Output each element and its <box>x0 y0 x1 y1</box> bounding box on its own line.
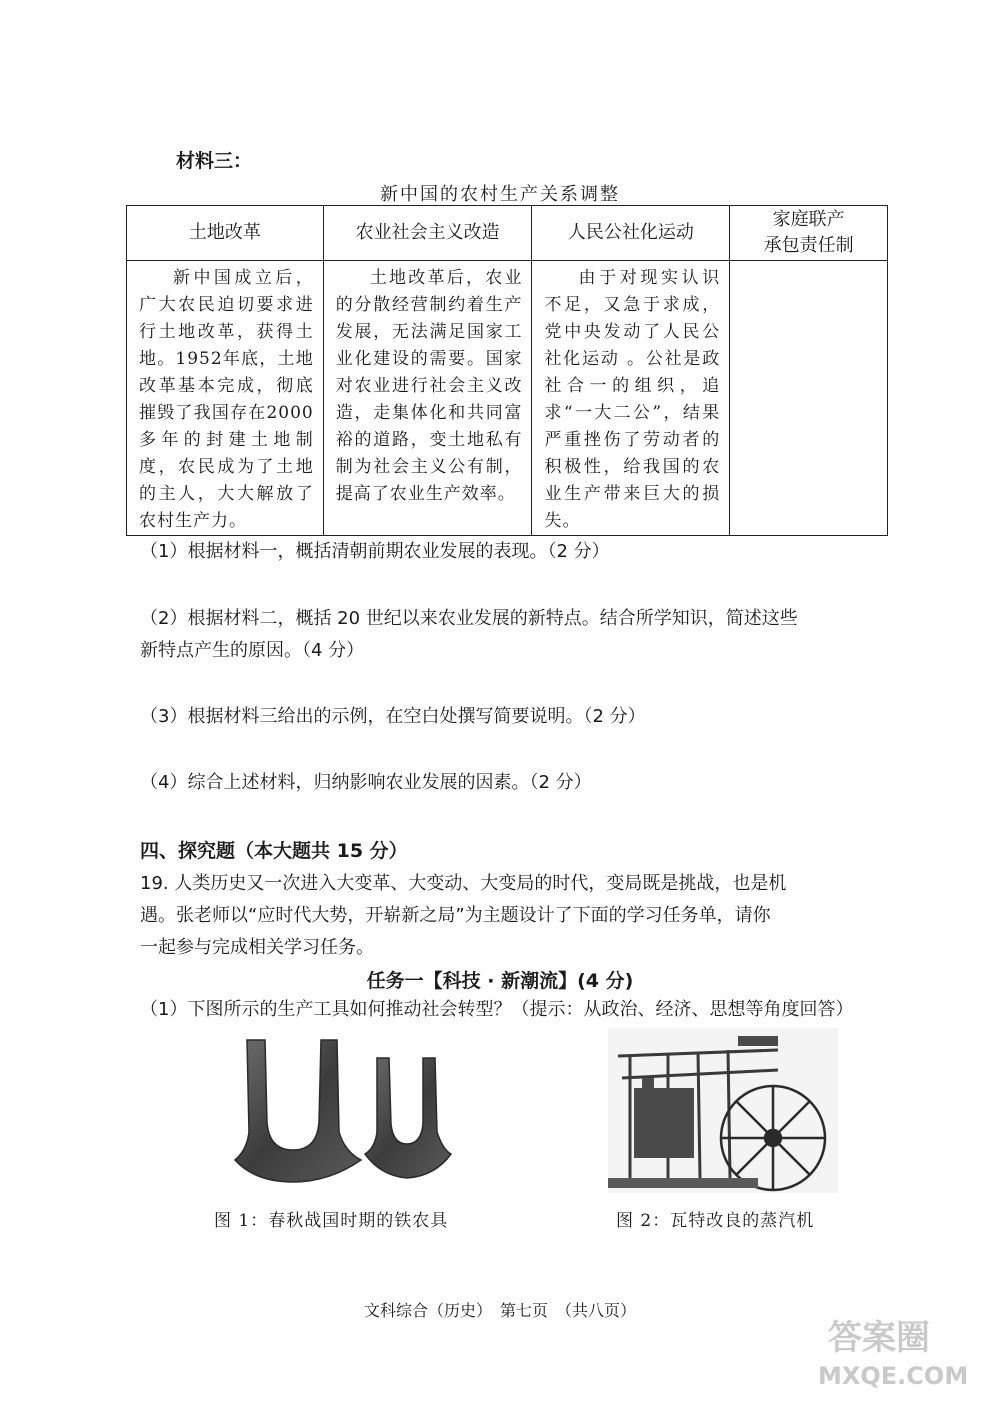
header-land-reform: 土地改革 <box>127 206 324 261</box>
question-1: （1）根据材料一，概括清朝前期农业发展的表现。（2 分） <box>140 541 610 562</box>
large-hoe-shape <box>235 1040 361 1182</box>
header-peoples-commune: 人民公社化运动 <box>532 206 730 261</box>
section-heading: 四、探究题（本大题共 15 分） <box>140 840 408 862</box>
q19-line2: 遇。张老师以“应时代大势，开崭新之局”为主题设计了下面的学习任务单，请你 <box>140 905 771 926</box>
cell-household-contract-blank[interactable] <box>730 261 888 536</box>
iron-farm-tools-image <box>225 1032 465 1192</box>
q19-line3: 一起参与完成相关学习任务。 <box>140 937 374 958</box>
page-footer: 文科综合（历史） 第七页 （共八页） <box>363 1301 636 1320</box>
small-hoe-shape <box>365 1058 451 1178</box>
cell-text: 由于对现实认识不足，又急于求成，党中央发动了人民公社化运动 。公社是政社合一的组织，追求“一大二公”，结果严重挫伤了劳动者的积极性，给我国的农业生产带来巨大的损失。 <box>544 268 721 531</box>
question-2-line1: （2）根据材料二，概括 20 世纪以来农业发展的新特点。结合所学知识，简述这些 <box>140 608 798 629</box>
steam-engine-image <box>608 1028 838 1193</box>
task1-question-1: （1）下图所示的生产工具如何推动社会转型？（提示：从政治、经济、思想等角度回答） <box>140 999 854 1020</box>
watermark-url: MXQE.COM <box>818 1362 969 1390</box>
table-title: 新中国的农村生产关系调整 <box>380 184 620 205</box>
question-2-line2: 新特点产生的原因。（4 分） <box>140 640 365 661</box>
rural-relations-table <box>126 205 888 536</box>
header-household-contract-line2: 承包责任制 <box>763 235 854 256</box>
header-household-contract-line1: 家庭联产 <box>772 209 845 230</box>
cell-peoples-commune <box>532 261 730 536</box>
figure-2-caption: 图 2：瓦特改良的蒸汽机 <box>616 1211 815 1231</box>
table-header-row <box>127 206 888 261</box>
q19-line1: 19. 人类历史又一次进入大变革、大变动、大变局的时代，变局既是挑战，也是机 <box>140 873 787 894</box>
material-label: 材料三： <box>176 150 253 172</box>
header-agri-socialist-transformation: 农业社会主义改造 <box>323 206 532 261</box>
cell-land-reform <box>127 261 324 536</box>
question-3: （3）根据材料三给出的示例，在空白处撰写简要说明。（2 分） <box>140 706 646 727</box>
cell-text: 新中国成立后，广大农民迫切要求进行土地改革，获得土地。1952年底，土地改革基本完成，彻底摧毁了我国存在2000多年的封建土地制度，农民成为了土地的主人，大大解放了农村生产力。 <box>139 268 314 531</box>
question-4: （4）综合上述材料，归纳影响农业发展的因素。（2 分） <box>140 772 592 793</box>
cell-agri-socialist-transformation <box>323 261 532 536</box>
table-row <box>127 261 888 536</box>
watermark-logo: 答案圈 <box>828 1318 930 1358</box>
figure-1-caption: 图 1：春秋战国时期的铁农具 <box>214 1211 449 1231</box>
cell-text: 土地改革后，农业的分散经营制约着生产发展，无法满足国家工业化建设的需要。国家对农业进行社会主义改造，走集体化和共同富裕的道路，变土地私有制为社会主义公有制，提高了农业生产效率。 <box>335 268 523 504</box>
header-household-contract <box>730 206 888 261</box>
task1-title: 任务一【科技 · 新潮流】(4 分) <box>366 970 634 992</box>
